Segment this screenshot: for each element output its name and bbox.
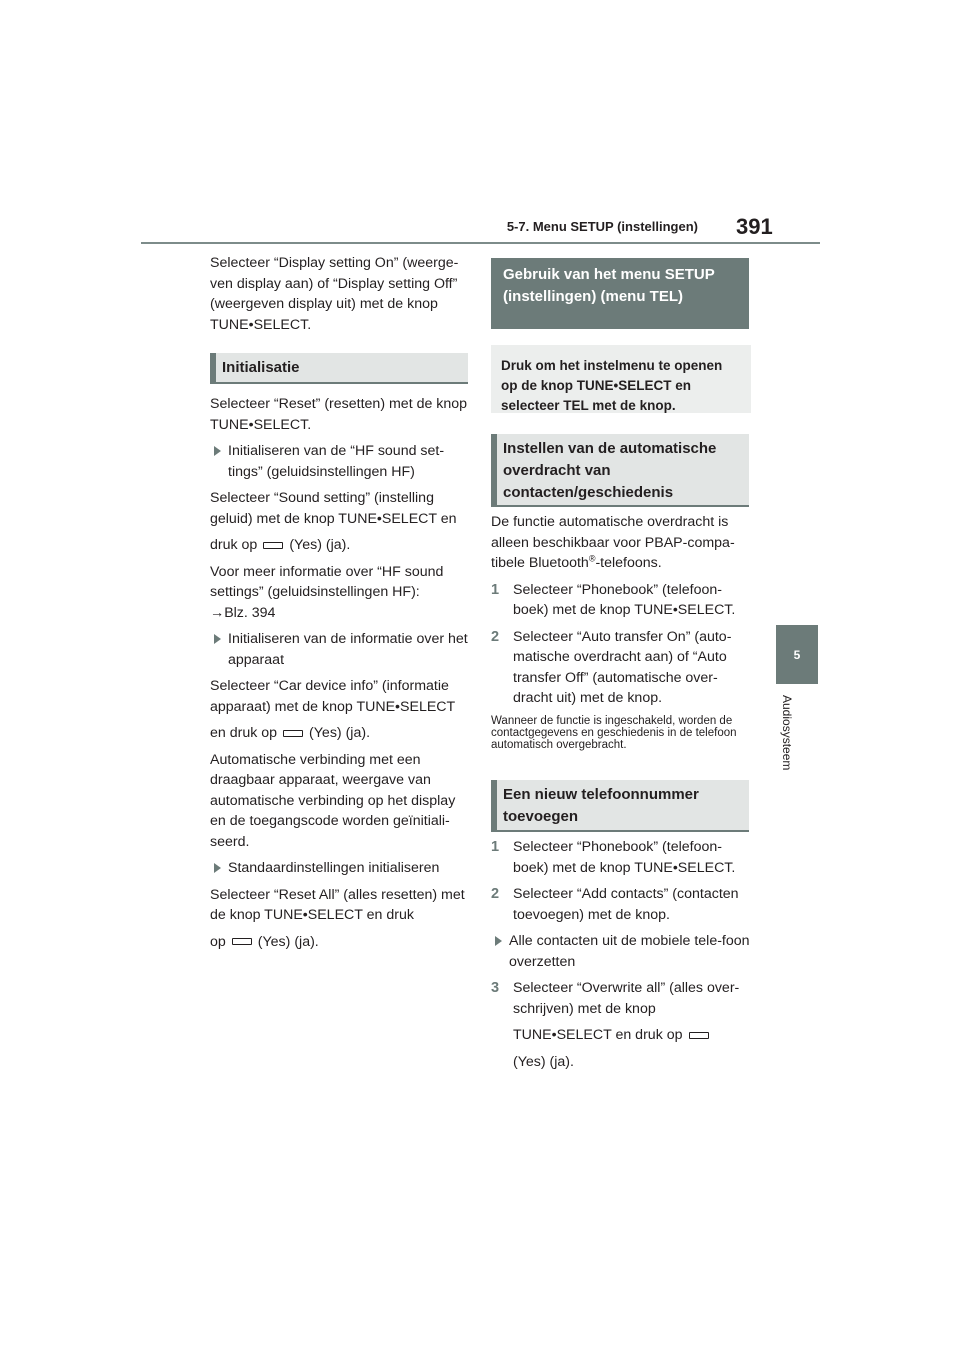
heading-add-number: Een nieuw telefoonnummer toevoegen	[491, 780, 749, 832]
press-yes-line	[210, 723, 468, 744]
reset-text: Selecteer “Reset” (resetten) met de knop TUNE•SELECT.	[210, 396, 468, 433]
bullet-device-info	[210, 629, 468, 670]
step-number: 2	[491, 628, 500, 645]
step	[491, 627, 753, 709]
text-fragment: druk op	[210, 537, 258, 553]
info-box: Druk om het instelmenu te openen op de knop TUNE•SELECT en selecteer TEL met de knop.	[491, 345, 751, 413]
step-text: Selecteer “Overwrite all” (alles over-schrijven) met de knop	[513, 980, 740, 1017]
heading-auto-transfer: Instellen van de automatische overdracht van contacten/geschiedenis	[491, 434, 749, 507]
car-device-text: Selecteer “Car device info” (informatie apparaat) met de knop TUNE•SELECT	[210, 678, 456, 715]
text-fragment: (Yes) (ja).	[289, 537, 351, 553]
right-column-2	[491, 837, 753, 1078]
registered-mark: ®	[588, 553, 596, 564]
text-fragment: -telefoons.	[595, 555, 662, 571]
text-fragment: tibele Bluetooth	[491, 555, 589, 571]
bullet-text: Initialiseren van de informatie over het apparaat	[228, 631, 468, 668]
text-fragment: Voor meer informatie over “HF sound settings” (geluidsinstellingen HF):	[210, 563, 444, 600]
note-text: Wanneer de functie is ingeschakeld, worden de contactgegevens en geschiedenis in de telefoon automatisch overgebracht.	[491, 714, 737, 751]
button-icon	[689, 1032, 709, 1039]
step-number: 2	[491, 886, 500, 902]
pbap-text	[491, 512, 753, 574]
text-fragment: TUNE•SELECT en druk op	[513, 1027, 683, 1043]
left-column	[210, 253, 468, 958]
bullet-arrow-icon	[495, 936, 502, 946]
intro-text: Selecteer “Display setting On” (weerge-ven display aan) of “Display setting Off” (weergeven display uit) met de knop TUNE•SELECT.	[210, 255, 459, 333]
bullet-text: Initialiseren van de “HF sound set-tings” (geluidsinstellingen HF)	[228, 443, 445, 480]
heading-initialisatie: Initialisatie	[210, 353, 468, 384]
step	[491, 978, 753, 1019]
page-number: 391	[736, 214, 773, 239]
yes-text: (Yes) (ja).	[513, 1053, 574, 1070]
step-number: 1	[491, 581, 500, 598]
press-yes-line	[491, 1025, 753, 1046]
button-icon	[232, 938, 252, 945]
step	[491, 884, 753, 925]
section-title: 5-7. Menu SETUP (instellingen)	[506, 219, 698, 234]
text-fragment: en druk op	[210, 725, 278, 741]
text-fragment: op	[210, 933, 226, 950]
press-yes-line	[210, 535, 468, 556]
step	[491, 837, 753, 878]
bullet-text: Alle contacten uit de mobiele tele-foon overzetten	[509, 933, 750, 970]
chapter-label: Audiosysteem	[780, 695, 794, 771]
step-number: 3	[491, 980, 500, 996]
step-number: 1	[491, 839, 500, 855]
step-text: Selecteer “Phonebook” (telefoon-boek) met de knop TUNE•SELECT.	[513, 581, 736, 618]
bullet-arrow-icon	[214, 863, 221, 873]
step-text: Selecteer “Phonebook” (telefoon-boek) met de knop TUNE•SELECT.	[513, 839, 736, 876]
button-icon	[263, 542, 283, 549]
bullet-arrow-icon	[214, 634, 221, 644]
auto-connect-text: Automatische verbinding met een draagbaar apparaat, weergave van automatische verbinding op het display en de toegangscode worden geïnitiali-seerd.	[210, 751, 456, 850]
reset-all-text: Selecteer “Reset All” (alles resetten) met de knop TUNE•SELECT en druk	[210, 886, 465, 923]
text-fragment: (Yes) (ja).	[257, 933, 319, 950]
chapter-tab: 5	[776, 625, 818, 684]
step	[491, 580, 753, 621]
right-column-1	[491, 512, 753, 757]
header-divider	[141, 242, 820, 244]
page-reference: →Blz. 394	[210, 604, 276, 621]
more-info-text	[210, 562, 468, 624]
step-text: Selecteer “Add contacts” (contacten toevoegen) met de knop.	[513, 886, 739, 923]
bullet-hf-sound	[210, 441, 468, 482]
button-icon	[283, 730, 303, 737]
text-fragment: De functie automatische overdracht is alleen beschikbaar voor PBAP-compa-	[491, 514, 735, 551]
sound-setting-text: Selecteer “Sound setting” (instelling geluid) met de knop TUNE•SELECT en	[210, 490, 457, 527]
bullet-text: Standaardinstellingen initialiseren	[228, 860, 440, 876]
bullet-overwrite	[491, 931, 753, 972]
bullet-reset-all	[210, 858, 468, 879]
step-text: Selecteer “Auto transfer On” (auto-matische overdracht aan) of “Auto transfer Off” (automatische over-dracht uit) met de knop.	[513, 628, 732, 706]
press-yes-line	[210, 932, 468, 953]
text-fragment: (Yes) (ja).	[309, 725, 371, 741]
heading-setup-tel: Gebruik van het menu SETUP (instellingen) (menu TEL)	[491, 258, 749, 329]
bullet-arrow-icon	[214, 446, 221, 456]
